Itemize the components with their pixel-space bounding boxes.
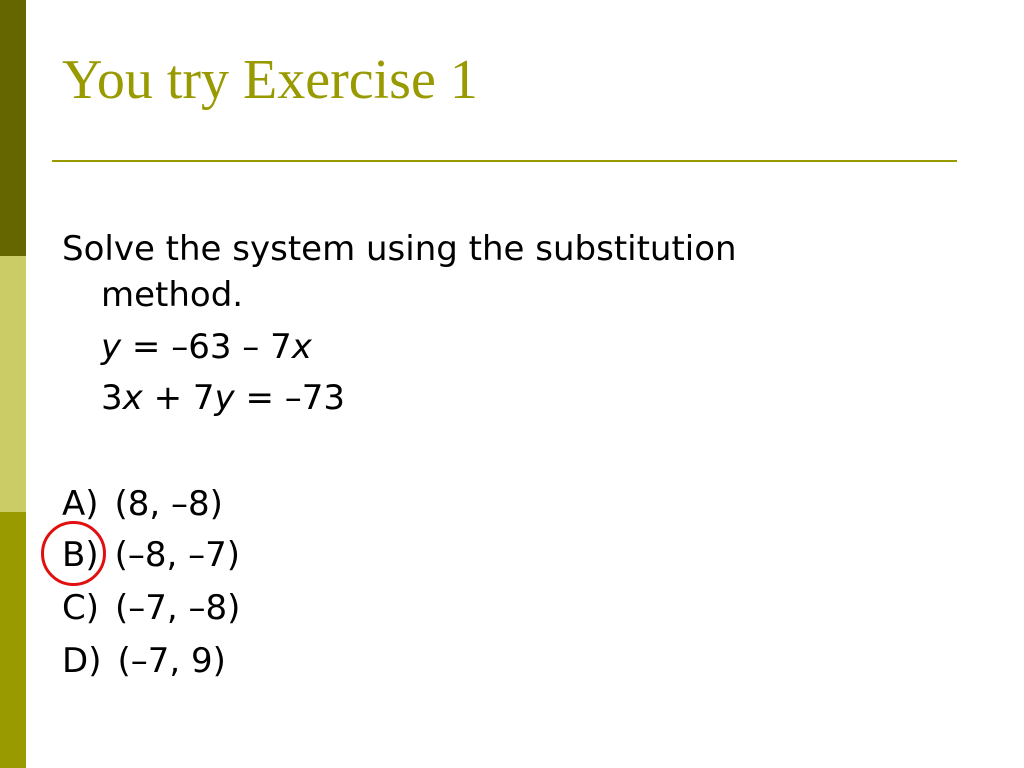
- equation-1-lhs-var: y: [101, 327, 122, 367]
- choice-b-letter: B: [62, 535, 86, 575]
- choice-d-value: (–7, 9): [117, 641, 226, 681]
- equation-2-op: + 7: [142, 378, 215, 418]
- equation-2-coef1: 3: [101, 378, 123, 418]
- choice-d-letter: D: [62, 641, 89, 681]
- instruction-line-1: Solve the system using the substitution: [62, 229, 737, 269]
- choice-a-letter: A: [62, 484, 86, 524]
- choice-c-value: (–7, –8): [115, 588, 241, 628]
- equation-2-rhs: = –73: [234, 378, 346, 418]
- equation-2-var2: y: [214, 378, 235, 418]
- equation-1-rhs-const: = –63 – 7: [121, 327, 292, 367]
- choice-c-letter: C: [62, 588, 86, 628]
- sidebar-dark-segment: [0, 0, 26, 256]
- sidebar-mid-segment: [0, 512, 26, 768]
- equation-1: [101, 327, 312, 367]
- equation-2-var1: x: [122, 378, 143, 418]
- instruction-line-2: method.: [101, 275, 244, 315]
- choice-a-value: (8, –8): [114, 484, 223, 524]
- choice-c[interactable]: C) (–7, –8): [62, 588, 241, 628]
- choice-a[interactable]: A) (8, –8): [62, 484, 223, 524]
- answer-circle: [41, 521, 106, 586]
- choice-d[interactable]: D) (–7, 9): [62, 641, 226, 681]
- equation-2: [101, 378, 346, 418]
- title-underline: [52, 160, 957, 162]
- slide-title: You try Exercise 1: [62, 49, 478, 111]
- equation-1-rhs-var: x: [291, 327, 312, 367]
- sidebar-light-segment: [0, 256, 26, 512]
- choice-b-value: (–8, –7): [114, 535, 241, 575]
- choice-b[interactable]: B) (–8, –7): [62, 535, 241, 575]
